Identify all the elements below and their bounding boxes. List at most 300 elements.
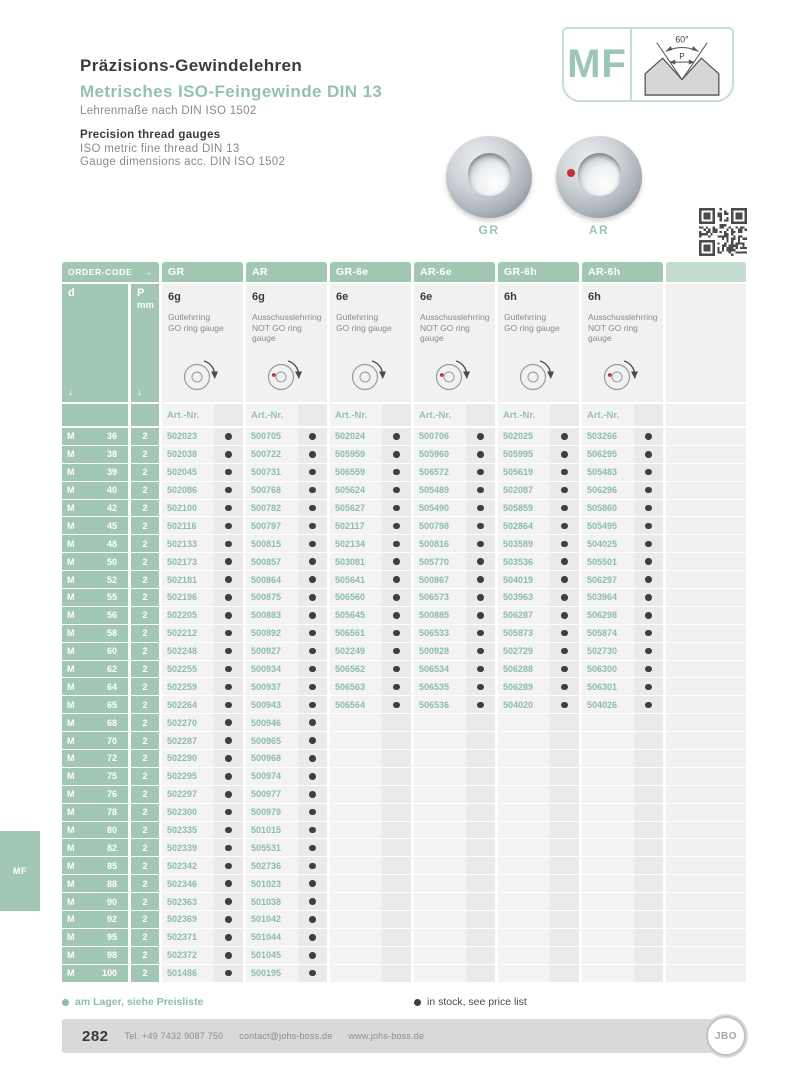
legend-en — [414, 996, 527, 1008]
art-number: 505770 — [414, 553, 466, 570]
art-number: 504020 — [498, 696, 550, 713]
stock-dot-icon — [225, 809, 232, 816]
stock-dot-icon — [477, 487, 484, 494]
art-number — [498, 714, 550, 731]
art-cell — [162, 750, 243, 767]
spare-column — [666, 875, 746, 892]
qr-code — [699, 208, 747, 256]
stock-dot-area — [550, 643, 579, 660]
pitch-value: 2 — [142, 467, 148, 478]
art-cell — [162, 768, 243, 785]
art-number: 501486 — [162, 965, 214, 982]
p-cell — [131, 696, 159, 713]
art-cell — [414, 535, 495, 552]
stock-dot-area — [466, 929, 495, 946]
stock-dot-icon — [645, 505, 652, 512]
art-number — [414, 947, 466, 964]
art-number: 503589 — [498, 535, 550, 552]
art-number: 502205 — [162, 607, 214, 624]
stock-dot-area — [382, 822, 411, 839]
stock-dot-icon — [561, 523, 568, 530]
stock-dot-icon — [393, 433, 400, 440]
art-cell — [162, 517, 243, 534]
thread-prefix: M — [67, 681, 75, 692]
art-cell — [162, 929, 243, 946]
pitch-value: 2 — [142, 860, 148, 871]
art-cell — [414, 732, 495, 749]
stock-dot-area — [466, 839, 495, 856]
stock-dot-icon — [393, 666, 400, 673]
stock-dot-area — [382, 589, 411, 606]
stock-dot-area — [382, 696, 411, 713]
table-row — [62, 857, 746, 874]
stock-dot-icon — [561, 576, 568, 583]
art-cell — [498, 535, 579, 552]
stock-dot-icon — [225, 755, 232, 762]
thread-size: 38 — [106, 449, 117, 460]
pitch-value: 2 — [142, 950, 148, 961]
art-number — [582, 929, 634, 946]
p-column-header — [131, 284, 159, 402]
d-cell — [62, 678, 128, 695]
art-cell — [498, 643, 579, 660]
art-cell — [582, 732, 663, 749]
art-cell — [330, 535, 411, 552]
art-number: 500706 — [414, 428, 466, 445]
stock-dot-icon — [309, 666, 316, 673]
art-cell — [162, 965, 243, 982]
d-artnr-cell — [62, 404, 128, 426]
art-cell — [162, 643, 243, 660]
art-cell — [246, 929, 327, 946]
art-cell — [414, 911, 495, 928]
stock-dot-icon — [477, 648, 484, 655]
artnr-label-cell — [162, 404, 243, 426]
spare-column — [666, 482, 746, 499]
go-ring-label: GR — [478, 223, 500, 237]
art-number: 501023 — [246, 875, 298, 892]
legend-de-text: am Lager, siehe Preisliste — [75, 996, 204, 1008]
art-cell — [330, 857, 411, 874]
stock-dot-area — [550, 822, 579, 839]
d-cell — [62, 696, 128, 713]
stock-dot-area — [550, 535, 579, 552]
stock-dot-area — [550, 965, 579, 982]
art-cell — [498, 607, 579, 624]
table-row — [62, 822, 746, 839]
footer-phone: Tel. +49 7432 9087 750 — [124, 1031, 224, 1041]
stock-dot-area — [298, 500, 327, 517]
d-cell — [62, 804, 128, 821]
stock-dot-icon — [561, 630, 568, 637]
stock-dot-area — [298, 822, 327, 839]
column-band-ar: AR — [246, 262, 327, 282]
stock-dot-area — [550, 625, 579, 642]
art-number: 500937 — [246, 678, 298, 695]
ring-bore — [578, 153, 622, 196]
stock-dot-area — [634, 804, 663, 821]
stock-dot-area — [466, 428, 495, 445]
spare-column — [666, 929, 746, 946]
stock-dot-icon — [225, 433, 232, 440]
stock-dot-icon — [225, 487, 232, 494]
stock-dot-area — [550, 947, 579, 964]
stock-dot-area — [214, 607, 243, 624]
thread-prefix: M — [67, 968, 75, 979]
stock-dot-area — [298, 589, 327, 606]
stock-dot-area — [382, 625, 411, 642]
stock-dot-icon — [309, 630, 316, 637]
stock-dot-area — [466, 589, 495, 606]
art-cell — [162, 446, 243, 463]
stock-dot-icon — [477, 433, 484, 440]
art-number: 502300 — [162, 804, 214, 821]
stock-dot-icon — [561, 684, 568, 691]
stock-dot-area — [634, 911, 663, 928]
stock-dot-icon — [393, 648, 400, 655]
thread-size: 85 — [106, 860, 117, 871]
stock-dot-area — [382, 428, 411, 445]
stock-dot-area — [298, 553, 327, 570]
spare-column — [666, 911, 746, 928]
art-number — [330, 911, 382, 928]
pitch-value: 2 — [142, 789, 148, 800]
art-cell — [246, 696, 327, 713]
ring-gauge-icon — [181, 357, 225, 398]
art-cell — [498, 750, 579, 767]
stock-dot-icon — [309, 970, 316, 977]
stock-dot-area — [298, 893, 327, 910]
art-cell — [498, 446, 579, 463]
stock-dot-area — [634, 625, 663, 642]
stock-dot-area — [382, 875, 411, 892]
thread-size: 65 — [106, 699, 117, 710]
table-row — [62, 893, 746, 910]
art-cell — [162, 678, 243, 695]
d-cell — [62, 607, 128, 624]
table-row — [62, 500, 746, 517]
stock-dot-icon — [561, 648, 568, 655]
stock-dot-icon — [645, 523, 652, 530]
art-cell — [330, 678, 411, 695]
art-cell — [582, 875, 663, 892]
art-number: 505490 — [414, 500, 466, 517]
art-number: 506287 — [498, 607, 550, 624]
pitch-value: 2 — [142, 664, 148, 675]
d-cell — [62, 893, 128, 910]
thread-size: 78 — [106, 807, 117, 818]
right-arrow-icon: → — [143, 267, 153, 277]
stock-dot-icon — [309, 952, 316, 959]
d-cell — [62, 839, 128, 856]
stock-dot-area — [214, 714, 243, 731]
art-cell — [414, 482, 495, 499]
stock-dot-area — [214, 875, 243, 892]
art-number — [582, 947, 634, 964]
spare-column — [666, 839, 746, 856]
stock-dot-area — [298, 750, 327, 767]
stock-dot-area — [214, 553, 243, 570]
art-number: 502729 — [498, 643, 550, 660]
art-number: 500867 — [414, 571, 466, 588]
spare-column — [666, 571, 746, 588]
art-number — [330, 768, 382, 785]
stock-dot-area — [466, 875, 495, 892]
art-number: 502117 — [330, 517, 382, 534]
stock-dot-area — [298, 696, 327, 713]
art-number: 505959 — [330, 446, 382, 463]
thread-size: 68 — [106, 717, 117, 728]
art-cell — [414, 839, 495, 856]
art-cell — [330, 607, 411, 624]
art-number: 502363 — [162, 893, 214, 910]
art-cell — [330, 732, 411, 749]
d-cell — [62, 786, 128, 803]
art-number: 505645 — [330, 607, 382, 624]
art-number — [582, 875, 634, 892]
stock-dot-area — [214, 625, 243, 642]
art-cell — [582, 947, 663, 964]
art-cell — [498, 786, 579, 803]
stock-dot-area — [550, 786, 579, 803]
art-cell — [246, 661, 327, 678]
thread-size: 58 — [106, 628, 117, 639]
thread-type-badge — [562, 27, 734, 102]
art-cell — [246, 464, 327, 481]
stock-dot-icon — [309, 612, 316, 619]
table-row — [62, 643, 746, 660]
art-number — [498, 875, 550, 892]
pitch-value: 2 — [142, 699, 148, 710]
art-cell — [414, 893, 495, 910]
artnr-dot-area — [550, 404, 579, 426]
art-cell — [582, 929, 663, 946]
stock-dot-area — [634, 517, 663, 534]
art-number: 506535 — [414, 678, 466, 695]
thread-prefix: M — [67, 735, 75, 746]
pitch-value: 2 — [142, 896, 148, 907]
art-cell — [162, 804, 243, 821]
thread-size: 62 — [106, 664, 117, 675]
art-number — [582, 714, 634, 731]
art-number: 505624 — [330, 482, 382, 499]
stock-dot-area — [466, 822, 495, 839]
art-number: 503536 — [498, 553, 550, 570]
art-cell — [330, 750, 411, 767]
column-subheader-gr-6e — [330, 284, 411, 402]
art-number: 505860 — [582, 500, 634, 517]
d-cell — [62, 500, 128, 517]
stock-dot-icon — [393, 576, 400, 583]
stock-dot-area — [466, 786, 495, 803]
art-number: 500968 — [246, 750, 298, 767]
art-cell — [582, 661, 663, 678]
stock-dot-area — [298, 661, 327, 678]
subtitle-en: ISO metric fine thread DIN 13 — [80, 143, 240, 155]
jbo-logo — [704, 1014, 748, 1058]
pitch-label: P — [679, 51, 685, 61]
stock-dot-area — [634, 428, 663, 445]
art-number: 505641 — [330, 571, 382, 588]
stock-dot-area — [634, 839, 663, 856]
stock-dot-area — [466, 947, 495, 964]
stock-dot-icon — [309, 809, 316, 816]
art-number: 506536 — [414, 696, 466, 713]
gauge-name-de: Ausschusslehrring — [252, 312, 322, 322]
art-cell — [582, 839, 663, 856]
art-cell — [330, 947, 411, 964]
art-cell — [582, 893, 663, 910]
stock-dot-area — [214, 517, 243, 534]
tolerance-class: 6g — [168, 291, 181, 303]
thread-prefix: M — [67, 467, 75, 478]
stock-dot-icon — [645, 451, 652, 458]
art-number: 500934 — [246, 661, 298, 678]
art-cell — [414, 428, 495, 445]
d-label: d — [68, 287, 75, 299]
p-unit-label: mm — [137, 300, 154, 311]
art-number — [414, 857, 466, 874]
stock-dot-area — [550, 732, 579, 749]
table-row — [62, 875, 746, 892]
thread-prefix: M — [67, 896, 75, 907]
stock-dot-icon — [225, 523, 232, 530]
table-row — [62, 607, 746, 624]
stock-dot-area — [298, 446, 327, 463]
art-number — [330, 822, 382, 839]
art-cell — [162, 535, 243, 552]
thread-size: 82 — [106, 842, 117, 853]
spare-column — [666, 750, 746, 767]
art-number: 502342 — [162, 857, 214, 874]
art-cell — [246, 625, 327, 642]
table-head-row — [62, 284, 746, 402]
art-cell — [246, 500, 327, 517]
stock-dot-area — [550, 607, 579, 624]
art-cell — [330, 625, 411, 642]
stock-dot-area — [634, 571, 663, 588]
stock-dot-icon — [645, 558, 652, 565]
art-cell — [498, 661, 579, 678]
stock-dot-area — [214, 750, 243, 767]
art-number: 505489 — [414, 482, 466, 499]
art-cell — [162, 482, 243, 499]
art-number: 500782 — [246, 500, 298, 517]
p-cell — [131, 822, 159, 839]
column-subheader-gr — [162, 284, 243, 402]
art-cell — [414, 661, 495, 678]
stock-dot-area — [382, 500, 411, 517]
gauge-name-en: NOT GO ring gauge — [252, 322, 302, 343]
art-number: 502369 — [162, 911, 214, 928]
pitch-value: 2 — [142, 878, 148, 889]
art-cell — [246, 643, 327, 660]
thread-size: 48 — [106, 538, 117, 549]
art-number: 500798 — [414, 517, 466, 534]
legend-en-text: in stock, see price list — [427, 996, 527, 1008]
stock-dot-icon — [477, 630, 484, 637]
stock-dot-area — [214, 696, 243, 713]
stock-dot-icon — [645, 594, 652, 601]
spare-column — [666, 589, 746, 606]
art-number: 506561 — [330, 625, 382, 642]
ring-gauge-icon — [433, 357, 477, 398]
stock-dot-icon — [225, 791, 232, 798]
stock-dot-icon — [393, 630, 400, 637]
art-cell — [498, 428, 579, 445]
stock-dot-icon — [225, 934, 232, 941]
artnr-label-cell — [414, 404, 495, 426]
stock-dot-area — [634, 732, 663, 749]
gauge-name-de: Gutlehrring — [504, 312, 547, 322]
art-cell — [330, 786, 411, 803]
art-cell — [582, 643, 663, 660]
art-cell — [330, 517, 411, 534]
ring-gauge-icon — [601, 357, 645, 398]
stock-dot-icon — [645, 666, 652, 673]
stock-dot-area — [634, 643, 663, 660]
p-cell — [131, 929, 159, 946]
stock-dot-area — [214, 822, 243, 839]
stock-dot-area — [214, 911, 243, 928]
p-cell — [131, 625, 159, 642]
spare-column — [666, 500, 746, 517]
art-cell — [414, 607, 495, 624]
stock-dot-area — [466, 643, 495, 660]
art-number — [582, 804, 634, 821]
art-cell — [162, 661, 243, 678]
pitch-value: 2 — [142, 968, 148, 979]
spare-column — [666, 625, 746, 642]
art-cell — [162, 714, 243, 731]
p-cell — [131, 661, 159, 678]
stock-dot-icon — [225, 684, 232, 691]
p-cell — [131, 607, 159, 624]
art-number — [414, 786, 466, 803]
order-code-band — [62, 262, 159, 282]
art-cell — [498, 732, 579, 749]
art-number: 500768 — [246, 482, 298, 499]
art-number: 502133 — [162, 535, 214, 552]
art-number — [330, 947, 382, 964]
spare-column — [666, 661, 746, 678]
art-cell — [162, 857, 243, 874]
table-artnr-row — [62, 404, 746, 426]
thread-prefix: M — [67, 556, 75, 567]
stock-dot-area — [214, 571, 243, 588]
stock-dot-area — [634, 822, 663, 839]
thread-prefix: M — [67, 449, 75, 460]
art-number: 506533 — [414, 625, 466, 642]
table-row — [62, 464, 746, 481]
stock-dot-area — [298, 929, 327, 946]
art-cell — [498, 857, 579, 874]
art-cell — [414, 750, 495, 767]
p-cell — [131, 553, 159, 570]
table-row — [62, 661, 746, 678]
stock-dot-icon — [561, 612, 568, 619]
art-cell — [414, 500, 495, 517]
art-number: 502371 — [162, 929, 214, 946]
art-cell — [414, 804, 495, 821]
spare-column — [666, 732, 746, 749]
d-cell — [62, 661, 128, 678]
register-tab-mf: MF — [0, 831, 40, 911]
stock-dot-area — [298, 768, 327, 785]
stock-dot-icon — [309, 541, 316, 548]
art-number: 505960 — [414, 446, 466, 463]
legend-de — [62, 996, 203, 1008]
